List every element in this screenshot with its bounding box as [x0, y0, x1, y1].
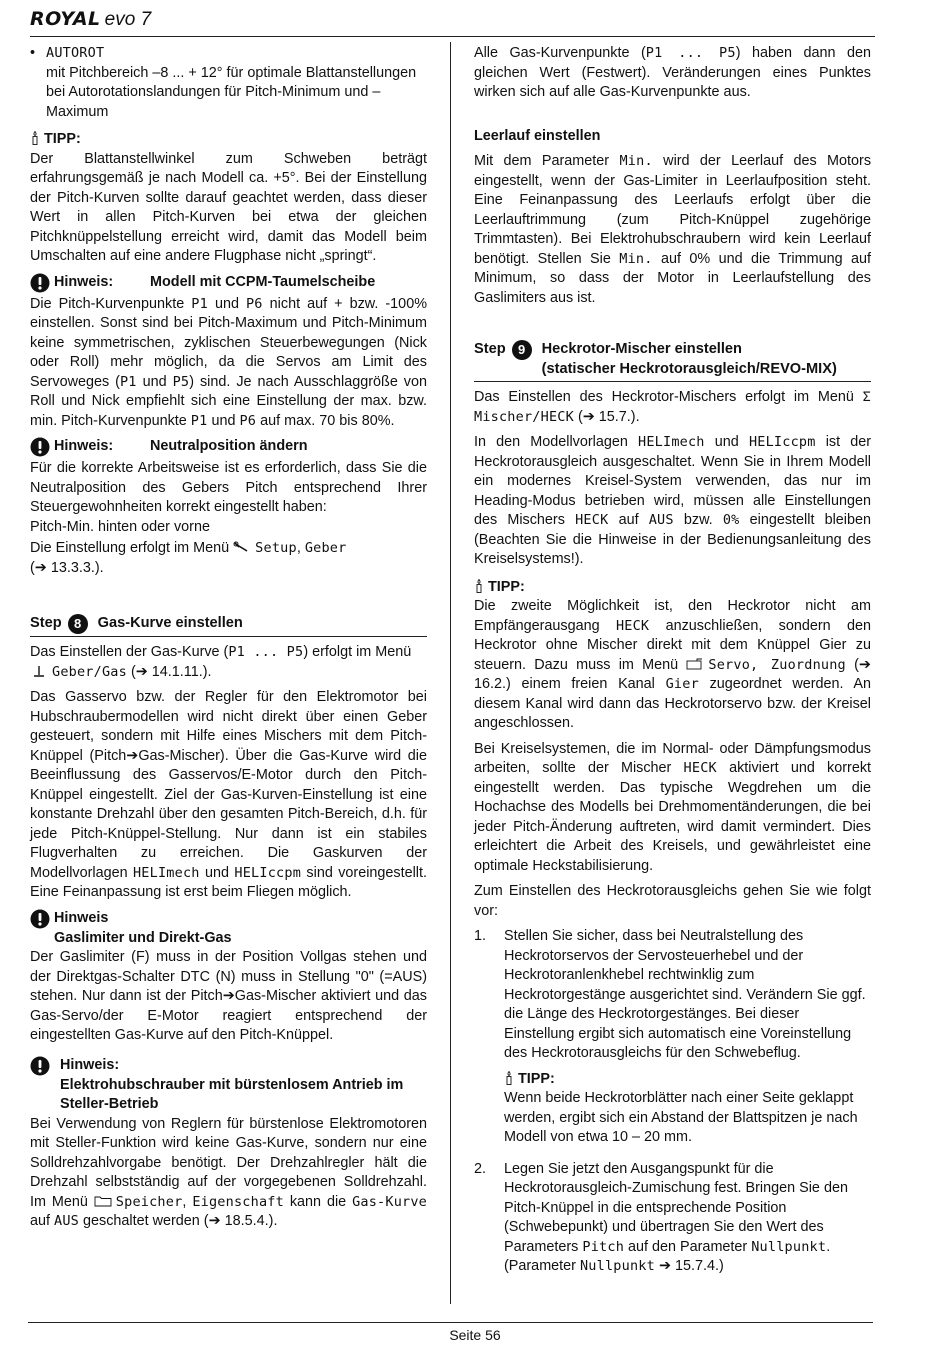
brand-logo: ROYAL: [30, 8, 101, 30]
bullet-autorot: [30, 44, 427, 122]
warning-icon: [30, 909, 50, 929]
tip-text: Der Blattanstellwinkel zum Schweben beträgt erfahrungsgemäß je nach Modell ca. +5°. Bei der Einstellung der Pitch-Kurven sollte darauf geachtet werden, dass dieser Wert in allen Pitch-Kurven bei etwa der gleichen Pitchknüppelstellung erreicht wird, damit das Modell beim Umschalten auf eine andere Flugphase nicht „springt“.: [30, 150, 427, 264]
note-title: Neutralposition ändern: [150, 438, 308, 455]
step9-menu: Das Einstellen des Heckrotor-Mischers erfolgt im Menü Σ Mischer/HECK (➔ 15.7.).: [474, 389, 871, 425]
candle-icon: [504, 1071, 514, 1085]
tip-heading: TIPP:: [474, 578, 871, 598]
autorot-text: mit Pitchbereich –8 ... + 12° für optimale Blattanstellungen bei Autorotationslandungen für Pitch-Minimum und –Maximum: [46, 64, 417, 120]
column-divider: [450, 42, 451, 1304]
model-name: evo 7: [104, 9, 152, 30]
tip2-text: Die zweite Möglichkeit ist, den Heckrotor nicht am Empfängerausgang HECK anzuschließen, sondern den Heckrotor ohne Mischer direkt mit dem Knüppel Gier zu steuern. Dazu muss im Menü Servo, Zuordnung (➔ 16.2.) einem freien Kanal Gier zugeordnet werden. An diesem Kanal wird dann das Heckrotorservo bzw. der Kreisel angeschlossen.: [474, 598, 872, 731]
neutral-menu: Die Einstellung erfolgt im Menü Setup, Geber: [30, 540, 347, 556]
neutral-line2: Pitch-Min. hinten oder vorne: [30, 518, 210, 535]
note-title: Elektrohubschrauber mit bürstenlosem Antrieb im Steller-Betrieb: [60, 1076, 404, 1112]
note-heading-neutral: Hinweis: Neutralposition ändern: [30, 437, 427, 457]
list-item-text: Legen Sie jetzt den Ausgangspunkt für die Heckrotorausgleich-Zumischung fest. Bringen Sie den Pitch-Knüppel in die entsprechende Position (Schwebepunkt) und übertragen Sie den Wert des Parameters Pitch auf den Parameter Nullpunkt. (Parameter Nullpunkt ➔ 15.7.4.): [504, 1160, 848, 1274]
ccpm-text: Die Pitch-Kurvenpunkte P1 und P6 nicht auf + bzw. -100% einstellen. Sonst sind bei Pitch-Maximum und Pitch-Minimum keine symmetrischen, zyklischen Steuerbewegungen (Nick oder Roll) mehr möglich, da die Servos am Limit des Servoweges (P1 und P5) sind. Je nach Ausschlaggröße von Roll und Nick empfiehlt sich eine Einstellung der max. bzw. min. Pitch-Kurvenpunkte P1 und P6 auf max. 70 bis 80%.: [30, 295, 428, 429]
step9-body: In den Modellvorlagen HELImech und HELIccpm ist der Heckrotorausgleich ausgeschaltet. Wenn Sie in Ihrem Modell ein modernes Kreisel-System verwenden, das nur im Heading-Modus betrieben wird, müssen alle Einstellungen des Mischers HECK auf AUS bzw. 0% eingestellt bleiben (Beachten Sie die Hinweise in der Bedienungsanleitung des Kreiselsystems!).: [474, 434, 872, 567]
step9-title: Heckrotor-Mischer einstellen: [541, 341, 742, 357]
neutral-text: Für die korrekte Arbeitsweise ist es erforderlich, dass Sie die Neutralposition des Gebers Pitch entsprechend Ihrer Steuergewohnheiten korrekt eingestellt haben:: [30, 460, 427, 515]
stick-icon: [30, 665, 48, 677]
servo-icon: [686, 658, 704, 670]
step8-body: Das Gasservo bzw. der Regler für den Elektromotor bei Hubschraubermodellen wird nicht direkt über einen Geber gesteuert, sondern mit Hilfe eines Mischers mit dem Pitch-Knüppel (Pitch➔Gas-Mischer). Über die Gas-Kurve wird die Beeinflussung des Gasservos/E-Motor durch den Pitch-Knüppel eingestellt. Ziel der Gas-Kurven-Einstellung ist eine konstante Drehzahl über den gesamten Pitch-Bereich, d.h. für jede Pitch-Knüppel-Stellung. Nur dann ist ein stabiles Flugverhalten zu erreichen. Die Gaskurven der Modellvorlagen HELImech und HELIccpm sind voreingestellt. Eine Feinanpassung ist erst beim Fliegen möglich.: [30, 689, 427, 900]
warning-icon: [30, 273, 50, 293]
wrench-icon: [233, 541, 251, 553]
step8-number-badge: 8: [68, 614, 88, 634]
note-title: Gaslimiter und Direkt-Gas: [54, 929, 232, 946]
candle-icon: [474, 579, 484, 593]
step-list: [474, 927, 871, 1283]
step9-number-badge: 9: [512, 340, 532, 360]
tip-heading: TIPP:: [30, 130, 427, 150]
note-heading-ccpm: Hinweis: Modell mit CCPM-Taumelscheibe: [30, 273, 427, 293]
page-header: [30, 10, 875, 37]
idle-text: Mit dem Parameter Min. wird der Leerlauf des Motors eingestellt, wenn der Gas-Limiter in Leerlaufposition steht. Eine Feinanpassung des Leerlaufs erfolgt über die Leerlauftrimmung (zum Pitch-Knüppel zugehörige Trimmtasten). Bei Elektrohubschraubern wird kein Leerlauf benötigt. Stellen Sie Min. auf 0% und die Trimmung auf Minimum, so dass der Motor in Leerlaufstellung des Gaslimiters aus ist.: [474, 153, 872, 306]
gyro-text: Bei Kreiselsystemen, die im Normal- oder Dämpfungsmodus arbeiten, sollte der Mischer HECK aktiviert und korrekt eingestellt werden. Das typische Wegdrehen um die Hochachse des Modells bei Drehmomentänderungen, die bei jeder Pitch-Änderung auftreten, wird damit vermindert. Dies erleichtert die Arbeit des Kreisels, und gewährleistet eine optimale Heckstabilisierung.: [474, 740, 872, 874]
list-item: 1. Stellen Sie sicher, dass bei Neutralstellung des Heckrotorservos der Servosteuerhebel und der Heckrotoranlenkhebel rechtwinklig zum Heckrotorgestänge ausgerichtet sind. Verändern Sie ggf. die Länge des Heckrotorgestänges. Bei dieser Einstellung ergibt sich automatisch eine Voreinstellung des Heckrotorausgleichs für den Schwebeflug. TIPP: Wenn beide Heckrotorblätter nach einer Seite geklappt werden, ergibt sich ein Abstand der Blattspitzen je nach Modell von etwa 10 – 20 mm.: [474, 927, 871, 1154]
candle-icon: [30, 131, 40, 145]
note-heading-electro: Hinweis:: [30, 1056, 427, 1076]
gas-intro: Alle Gas-Kurvenpunkte (P1 ... P5) haben dann den gleichen Wert (Festwert). Veränderungen eines Punktes wirken sich auf alle Gas-Kurvenpunkte aus.: [474, 45, 872, 100]
step8-menu-path: Geber/Gas (➔ 14.1.11.).: [30, 663, 427, 683]
list-item-text: Stellen Sie sicher, dass bei Neutralstellung des Heckrotorservos der Servosteuerhebel und der Heckrotoranlenkhebel rechtwinklig zum Heckrotorgestänge ausgerichtet sind. Verändern Sie ggf. die Länge des Heckrotorgestänges. Bei dieser Einstellung ergibt sich automatisch eine Voreinstellung des Heckrotorausgleichs für den Schwebeflug.: [504, 928, 866, 1061]
right-column: [474, 44, 871, 1289]
idle-heading: Leerlauf einstellen: [474, 127, 601, 144]
step8-menu: Das Einstellen der Gas-Kurve (P1 ... P5) erfolgt im Menü: [30, 644, 412, 660]
gaslimiter-text: Der Gaslimiter (F) muss in der Position Vollgas stehen und der Direktgas-Schalter DTC (N) muss in Stellung "0" (=AUS) stehen. Nur dann ist der Pitch➔Gas-Mischer aktiviert und das Gas-Servo/der E-Motor reagiert entsprechend der eingestellten Gas-Kurve auf den Pitch-Knüppel.: [30, 949, 427, 1043]
bullet-dot: •: [30, 45, 36, 61]
autorot-code: AUTOROT: [46, 45, 105, 61]
list-item: 2. Legen Sie jetzt den Ausgangspunkt für die Heckrotorausgleich-Zumischung fest. Bringen Sie den Pitch-Knüppel in die entsprechende Position (Schwebepunkt) und übertragen Sie den Wert des Parameters Pitch auf den Parameter Nullpunkt. (Parameter Nullpunkt ➔ 15.7.4.): [474, 1160, 871, 1283]
electro-text: Bei Verwendung von Reglern für bürstenlose Elektromotoren mit Steller-Funktion wird keine Gas-Kurve, sondern nur eine Solldrehzahlvorgabe benötigt. Der Drehzahlregler hält die Drehzahl selbstständig auf der vorgegebenen Solldrehzahl. Im Menü Speicher, Eigenschaft kann die Gas-Kurve auf AUS geschaltet werden (➔ 18.5.4.).: [30, 1115, 428, 1229]
tip-heading: TIPP:: [504, 1070, 871, 1090]
warning-icon: [30, 1056, 50, 1076]
folder-icon: [94, 1195, 112, 1207]
neutral-ref: (➔ 13.3.3.).: [30, 559, 104, 576]
step9-heading: Step 9 Heckrotor-Mischer einstellen (statischer Heckrotorausgleich/REVO-MIX): [474, 340, 871, 382]
warning-icon: [30, 437, 50, 457]
page-number: Seite 56: [449, 1327, 501, 1343]
note-heading-gaslimiter: Hinweis: [30, 909, 427, 929]
note-title: Modell mit CCPM-Taumelscheibe: [150, 273, 376, 290]
gyro-procedure: Zum Einstellen des Heckrotorausgleichs gehen Sie wie folgt vor:: [474, 883, 871, 919]
step8-title: Gas-Kurve einstellen: [97, 615, 243, 631]
left-column: [30, 44, 427, 1238]
step8-heading: Step 8 Gas-Kurve einstellen: [30, 614, 427, 637]
step9-subtitle: (statischer Heckrotorausgleich/REVO-MIX): [541, 360, 837, 377]
list-tip-text: Wenn beide Heckrotorblätter nach einer Seite geklappt werden, ergibt sich ein Abstand der Blattspitzen je nach Modell von etwa 10 – 20 mm.: [504, 1090, 858, 1145]
footer-divider: [28, 1322, 873, 1323]
